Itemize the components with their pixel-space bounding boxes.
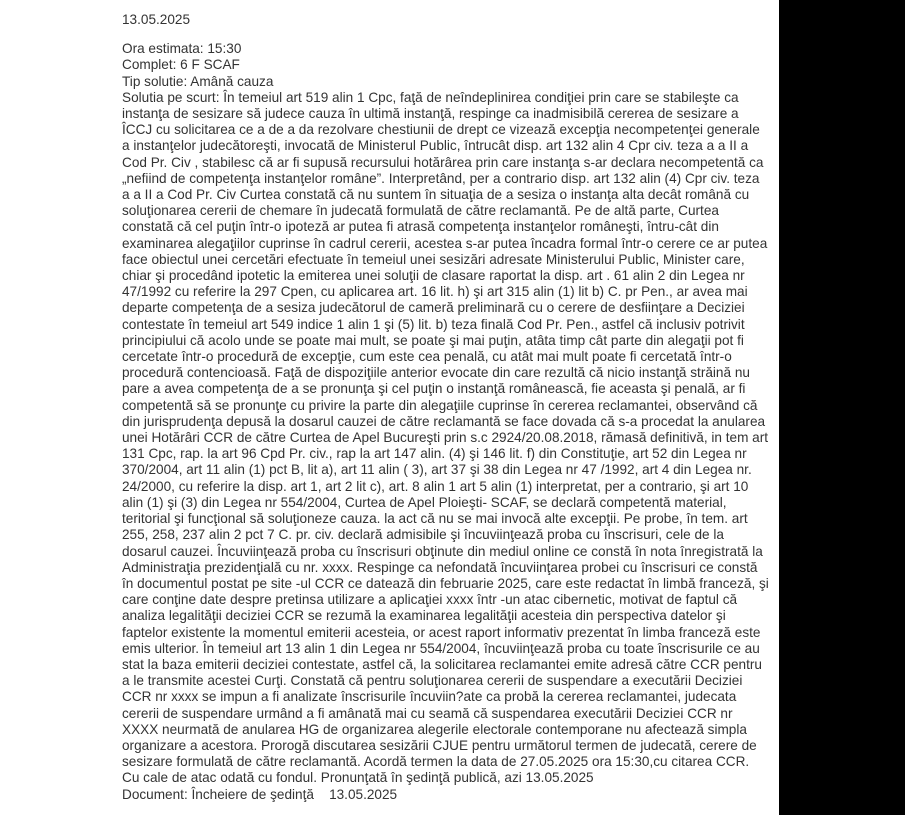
estimated-time: Ora estimata: 15:30 xyxy=(122,41,242,57)
panel-composition: Complet: 6 F SCAF xyxy=(122,57,240,73)
document-date: 13.05.2025 xyxy=(329,786,398,802)
solution-type: Tip solutie: Amână cauza xyxy=(122,73,274,89)
solution-summary: Solutia pe scurt: În temeiul art 519 alin 1 Cpc, faţă de neîndeplinirea condiţiei prin care se stabileşte ca instanţa de sesizare să judece cauza în ultimă instanţă, respinge ca inadmisibilă cererea de sesizare a ÎCCJ cu solicitarea ce a de a da rezolvare chestiunii de drept ce vizează excepţia necompetenţei generale a instanţelor judecătoreşti, invocată de Ministerul Public, întrucât disp. art 132 alin 4 Cpr civ. teza a a II a Cod Pr. Civ , stabilesc că ar fi supusă recursului hotărârea prin care instanţa s-ar declara necompetentă ca „nefiind de competenţa instanţelor române”. Interpretând, per a contrario disp. art 132 alin (4) Cpr civ. teza a a II a Cod Pr. Civ Curtea constată că nu suntem în situaţia de a sesiza o instanţa alta decât română cu soluţionarea cererii de chemare în judecată formulată de către reclamantă. Pe de altă parte, Curtea constată că cel puţin într-o ipoteză ar putea fi atrasă competenţa instanţelor româneşti, întru-cât din examinarea alegaţiilor cuprinse în cadrul cererii, acestea s-ar putea încadra formal într-o cerere ce ar putea face obiectul unei cercetări efectuate în temeiul unei sesizări adresate Ministerului Public, Minister care, chiar şi procedând ipotetic la emiterea unei soluţii de clasare raportat la disp. art . 61 alin 2 din Legea nr 47/1992 cu referire la 297 Cpen, cu aplicarea art. 16 lit. h) şi art 315 alin (1) lit b) C. pr Pen., ar avea mai departe competenţa de a sesiza judecătorul de cameră preliminară cu o cerere de desfiinţare a Deciziei contestate în temeiul art 549 indice 1 alin 1 şi (5) lit. b) teza finală Cod Pr. Pen., astfel că inclusiv potrivit principiului că acolo unde se poate mai mult, se poate şi mai puţin, atâta timp cât parte din alegaţii pot fi cercetate într-o procedură de excepţie, cum este cea penală, cu atât mai mult poate fi cercetată într-o procedură contencioasă. Faţă de dispoziţiile anterior evocate din care rezultă că nicio instanţă străină nu pare a avea competenţa de a se pronunţa şi cel puţin o instanţă românească, fie aceasta şi penală, ar fi competentă să se pronunţe cu privire la parte din alegaţiile cuprinse în cererea reclamantei, observând că din jurisprudenţa depusă la dosarul cauzei de către reclamantă se face dovada că s-a procedat la anularea unei Hotărâri CCR de către Curtea de Apel Bucureşti prin s.c 2924/20.08.2018, rămasă definitivă, in tem art 131 Cpc, rap. la art 96 Cpd Pr. civ., rap la art 147 alin. (4) şi 146 lit. f) din Constituţie, art 52 din Legea nr 370/2004, art 11 alin (1) pct B, lit a), art 11 alin ( 3), art 37 şi 38 din Legea nr 47 /1992, art 4 din Legea nr. 24/2000, cu referire la disp. art 1, art 2 lit c), art. 8 alin 1 art 5 alin (1) interpretat, per a contrario, şi art 10 alin (1) şi (3) din Legea nr 554/2004, Curtea de Apel Ploieşti- SCAF, se declară competentă material, teritorial şi funcţional să soluţioneze cauza. la act că nu se mai invocă alte excepţii. Pe probe, în tem. art 255, 258, 237 alin 2 pct 7 C. pr. civ. declară admisibile şi încuviinţează proba cu înscrisuri, cele de la dosarul cauzei. Încuviinţează proba cu înscrisuri obţinute din mediul online ce constă în nota înregistrată la Administraţia prezidenţială cu nr. xxxx. Respinge ca nefondată încuviinţarea probei cu înscrisuri ce constă în documentul postat pe site -ul CCR ce datează din februarie 2025, care este redactat în limbă franceză, şi care conţine date despre pretinsa utilizare a aplicaţiei xxxx într -un atac cibernetic, motivat de faptul că analiza legalităţii deciziei CCR se rezumă la examinarea legalităţii acesteia din perspectiva datelor şi faptelor existente la momentul emiterii acesteia, or acest raport informativ prezentat în limba franceză este emis ulterior. În temeiul art 13 alin 1 din Legea nr 554/2004, încuviinţează proba cu toate înscrisurile ce au stat la baza emiterii deciziei contestate, astfel că, la solicitarea reclamantei emite adresă către CCR pentru a le transmite acestei Curţi. Constată că pentru soluţionarea cererii de suspendare a executării Deciziei CCR nr xxxx se impun a fi analizate înscrisurile încuviin?ate ca probă la cererea reclamantei, judecata cererii de suspendare urmând a fi amânată mai cu seamă că suspendarea executării Deciziei CCR nr XXXX neurmată de anularea HG de organizarea alegerile electorale contemporane nu afectează simpla organizare a acestora. Prorogă discutarea sesizării CJUE pentru următorul termen de judecată, cerere de sesizare formulată de către reclamantă. Acordă termen la data de 27.05.2025 ora 15:30,cu citarea CCR. Cu cale de atac odată cu fondul. Pronunţată în şedinţă publică, azi 13.05.2025 xyxy=(122,89,769,786)
document-line xyxy=(122,787,770,803)
document-type: Document: Încheiere de şedinţă xyxy=(122,786,314,802)
hearing-date: 13.05.2025 xyxy=(122,12,191,27)
ruling-content xyxy=(122,12,770,803)
